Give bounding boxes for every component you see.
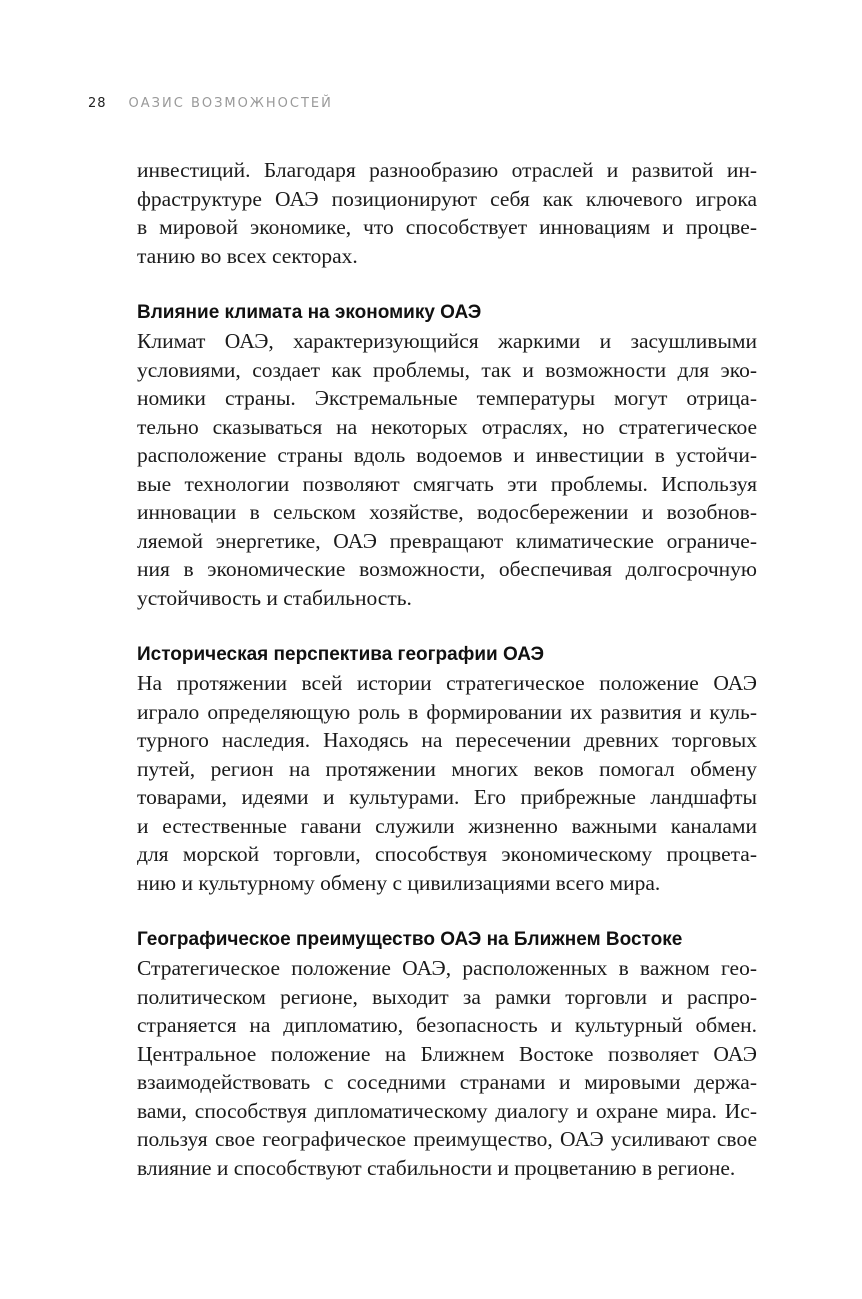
section-heading: Влияние климата на экономику ОАЭ bbox=[137, 301, 482, 323]
section-paragraph bbox=[137, 954, 757, 1182]
text-line: инвестиций. Благодаря разнообразию отраслей и развитой ин- bbox=[137, 158, 757, 182]
text-line: политическом регионе, выходит за рамки торговли и распро- bbox=[137, 984, 757, 1009]
text-line: номики страны. Экстремальные температуры могут отрица- bbox=[137, 386, 757, 410]
text-line: в мировой экономике, что способствует инновациям и процве- bbox=[137, 215, 757, 239]
text-line: взаимодействовать с соседними странами и мировыми держа- bbox=[137, 1070, 757, 1094]
section bbox=[137, 299, 757, 613]
text-line: расположение страны вдоль водоемов и инвестиции в устойчи- bbox=[137, 443, 757, 467]
section bbox=[137, 926, 757, 1183]
text-line: тельно сказываться на некоторых отраслях, но стратегическое bbox=[137, 414, 757, 439]
text-line: ния в экономические возможности, обеспечивая долгосрочную bbox=[137, 557, 757, 581]
text-line: На протяжении всей истории стратегическое положение ОАЭ bbox=[137, 671, 757, 695]
text-line: Центральное положение на Ближнем Востоке позволяет ОАЭ bbox=[137, 1041, 757, 1066]
text-line: танию во всех секторах. bbox=[137, 243, 358, 268]
text-line: и естественные гавани служили жизненно важными каналами bbox=[137, 813, 757, 838]
text-line: влияние и способствуют стабильности и процветанию в регионе. bbox=[137, 1155, 736, 1180]
running-header bbox=[88, 96, 333, 111]
page-body bbox=[137, 156, 757, 1182]
text-line: товарами, идеями и культурами. Его прибрежные ландшафты bbox=[137, 785, 757, 809]
text-line: вами, способствуя дипломатическому диалогу и охране мира. Ис- bbox=[137, 1098, 757, 1123]
text-line: для морской торговли, способствуя экономическому процвета- bbox=[137, 842, 757, 866]
text-line: инновации в сельском хозяйстве, водосбережении и возобнов- bbox=[137, 500, 757, 524]
section-heading: Географическое преимущество ОАЭ на Ближнем Востоке bbox=[137, 928, 683, 950]
section-paragraph bbox=[137, 669, 757, 897]
text-line: фраструктуре ОАЭ позиционируют себя как ключевого игрока bbox=[137, 186, 757, 211]
text-line: ляемой энергетике, ОАЭ превращают климатические ограниче- bbox=[137, 528, 757, 553]
text-line: пользуя свое географическое преимущество, ОАЭ усиливают свое bbox=[137, 1127, 757, 1151]
text-line: нию и культурному обмену с цивилизациями всего мира. bbox=[137, 870, 661, 895]
text-line: Климат ОАЭ, характеризующийся жаркими и засушливыми bbox=[137, 329, 757, 353]
page-number: 28 bbox=[88, 96, 107, 111]
section-heading: Историческая перспектива географии ОАЭ bbox=[137, 643, 545, 665]
text-line: устойчивость и стабильность. bbox=[137, 585, 412, 610]
intro-paragraph bbox=[137, 156, 757, 270]
text-line: условиями, создает как проблемы, так и возможности для эко- bbox=[137, 357, 757, 382]
section bbox=[137, 641, 757, 898]
section-paragraph bbox=[137, 327, 757, 612]
text-line: Стратегическое положение ОАЭ, расположенных в важном гео- bbox=[137, 956, 757, 980]
text-line: вые технологии позволяют смягчать эти проблемы. Используя bbox=[137, 471, 757, 496]
text-line: страняется на дипломатию, безопасность и культурный обмен. bbox=[137, 1013, 757, 1037]
book-title: ОАЗИС ВОЗМОЖНОСТЕЙ bbox=[128, 96, 333, 111]
text-line: играло определяющую роль в формировании их развития и куль- bbox=[137, 699, 757, 724]
text-line: турного наследия. Находясь на пересечении древних торговых bbox=[137, 728, 757, 752]
text-line: путей, регион на протяжении многих веков помогал обмену bbox=[137, 756, 757, 781]
